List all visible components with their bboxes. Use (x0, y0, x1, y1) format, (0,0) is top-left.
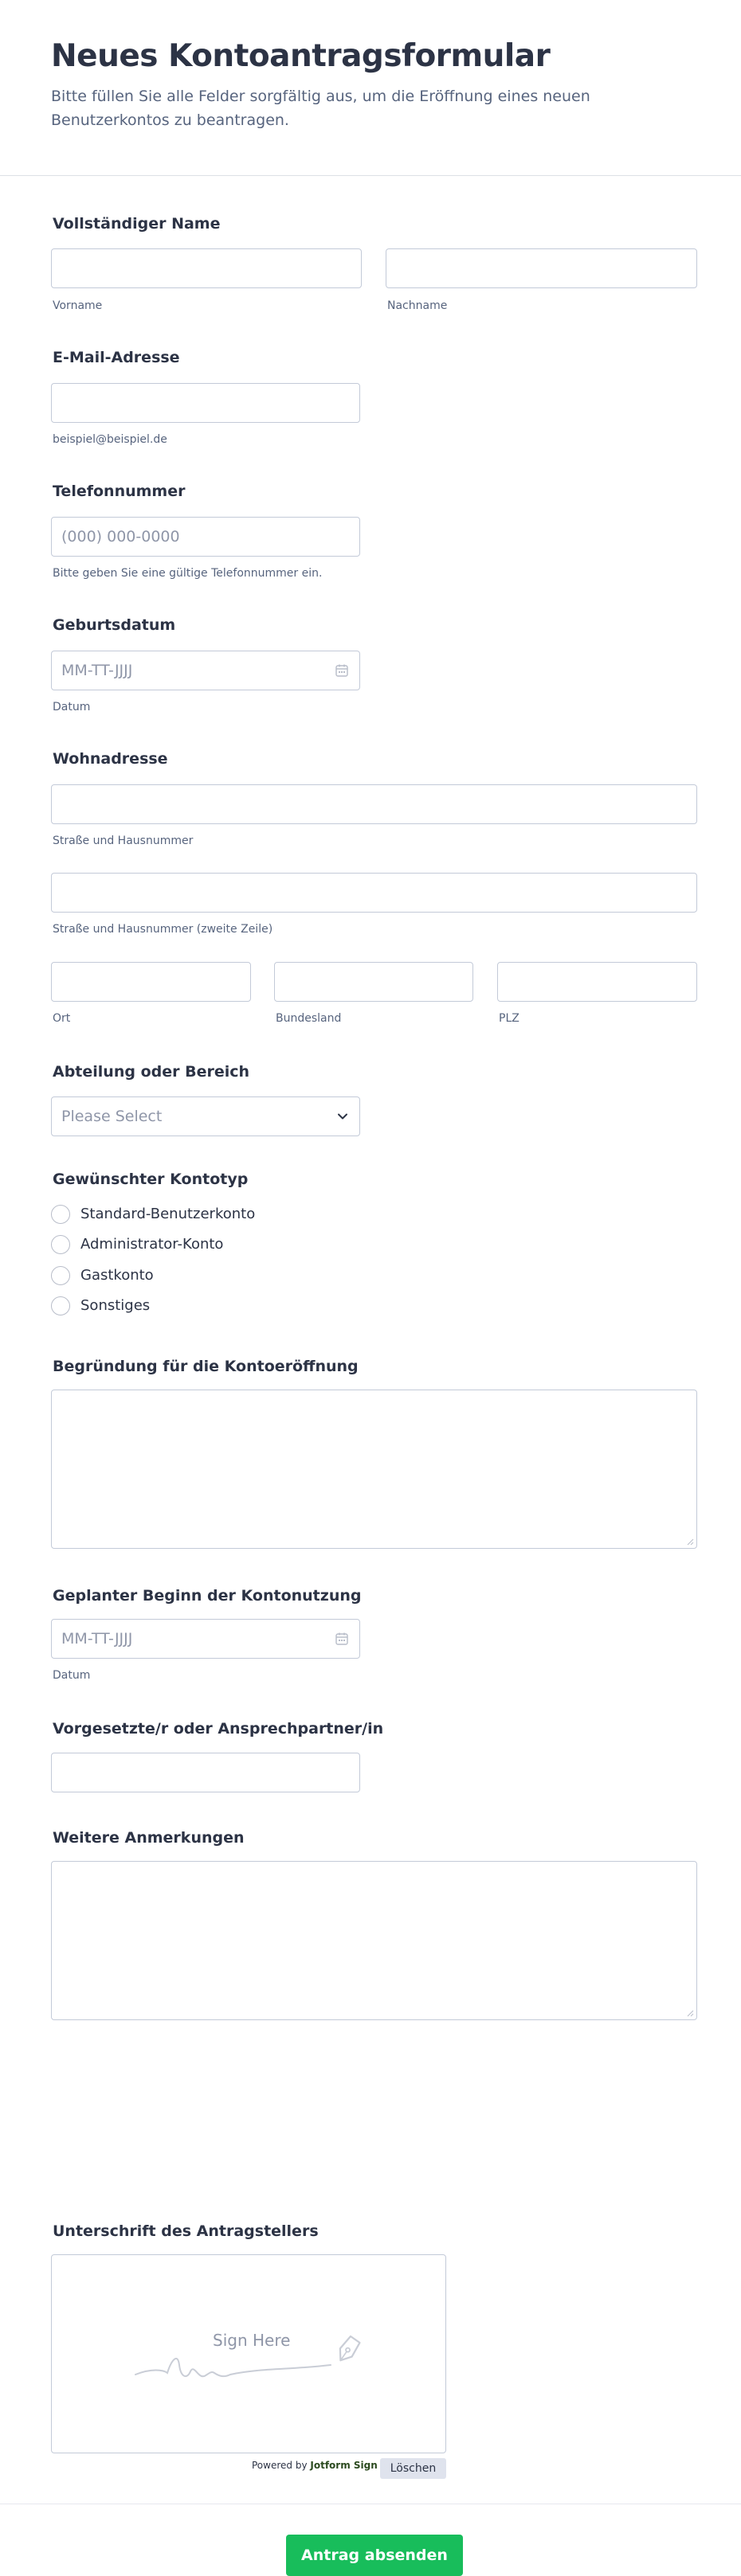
birthdate-placeholder: MM-TT-JJJJ (61, 662, 133, 679)
city-input[interactable] (51, 962, 251, 1002)
radio-button[interactable] (51, 1266, 70, 1285)
first-name-sublabel: Vorname (53, 299, 103, 312)
reason-textarea[interactable] (51, 1390, 697, 1549)
radio-button[interactable] (51, 1205, 70, 1224)
phone-placeholder: (000) 000-0000 (61, 528, 180, 545)
phone-label: Telefonnummer (53, 483, 186, 500)
powered-by-brand: Jotform Sign (310, 2460, 378, 2471)
start-date-placeholder: MM-TT-JJJJ (61, 1630, 133, 1648)
submit-button[interactable]: Antrag absenden (286, 2535, 463, 2576)
signature-label: Unterschrift des Antragstellers (53, 2222, 319, 2240)
chevron-down-icon (336, 1110, 349, 1123)
full-name-label: Vollständiger Name (53, 215, 221, 233)
signature-placeholder: Sign Here (213, 2331, 291, 2350)
address-label: Wohnadresse (53, 750, 168, 768)
reason-label: Begründung für die Kontoeröffnung (53, 1358, 359, 1375)
phone-input[interactable] (51, 517, 360, 557)
email-input[interactable] (51, 383, 360, 423)
phone-sublabel: Bitte geben Sie eine gültige Telefonnummer ein. (53, 567, 323, 580)
notes-label: Weitere Anmerkungen (53, 1829, 245, 1847)
powered-by-prefix: Powered by (252, 2460, 308, 2471)
first-name-input[interactable] (51, 248, 362, 288)
department-label: Abteilung oder Bereich (53, 1063, 250, 1081)
birthdate-sublabel: Datum (53, 701, 91, 713)
state-input[interactable] (274, 962, 473, 1002)
powered-by-text (252, 2460, 378, 2471)
street-sublabel: Straße und Hausnummer (53, 835, 194, 847)
department-placeholder: Please Select (61, 1108, 163, 1125)
account-type-option-label: Administrator-Konto (80, 1236, 224, 1253)
supervisor-label: Vorgesetzte/r oder Ansprechpartner/in (53, 1720, 384, 1738)
clear-signature-button[interactable]: Löschen (380, 2458, 446, 2479)
start-date-label: Geplanter Beginn der Kontonutzung (53, 1587, 362, 1605)
resize-handle-icon[interactable] (686, 1538, 694, 1546)
department-select[interactable] (51, 1096, 360, 1136)
state-sublabel: Bundesland (276, 1012, 342, 1025)
street2-sublabel: Straße und Hausnummer (zweite Zeile) (53, 923, 273, 936)
last-name-sublabel: Nachname (387, 299, 448, 312)
supervisor-input[interactable] (51, 1753, 360, 1792)
signature-pad[interactable] (51, 2254, 446, 2453)
calendar-icon[interactable] (335, 663, 349, 678)
form-header (0, 0, 741, 176)
account-type-option-label: Standard-Benutzerkonto (80, 1206, 256, 1222)
account-type-option-label: Sonstiges (80, 1297, 151, 1314)
email-sublabel: beispiel@beispiel.de (53, 433, 167, 446)
street-input[interactable] (51, 784, 697, 824)
radio-button[interactable] (51, 1296, 70, 1315)
start-date-input[interactable] (51, 1619, 360, 1659)
page-description: Bitte füllen Sie alle Felder sorgfältig aus, um die Eröffnung eines neuen Benutzerkontos zu beantragen. (51, 88, 590, 129)
start-date-sublabel: Datum (53, 1669, 91, 1682)
email-label: E-Mail-Adresse (53, 349, 180, 366)
zip-sublabel: PLZ (499, 1012, 519, 1025)
street2-input[interactable] (51, 873, 697, 913)
birthdate-label: Geburtsdatum (53, 616, 176, 634)
city-sublabel: Ort (53, 1012, 71, 1025)
account-type-option-label: Gastkonto (80, 1267, 154, 1284)
account-type-label: Gewünschter Kontotyp (53, 1171, 249, 1188)
last-name-input[interactable] (386, 248, 697, 288)
radio-button[interactable] (51, 1235, 70, 1254)
calendar-icon[interactable] (335, 1632, 349, 1646)
page-title: Neues Kontoantragsformular (51, 38, 551, 74)
zip-input[interactable] (497, 962, 697, 1002)
birthdate-input[interactable] (51, 651, 360, 690)
notes-textarea[interactable] (51, 1861, 697, 2020)
resize-handle-icon[interactable] (686, 2009, 694, 2017)
